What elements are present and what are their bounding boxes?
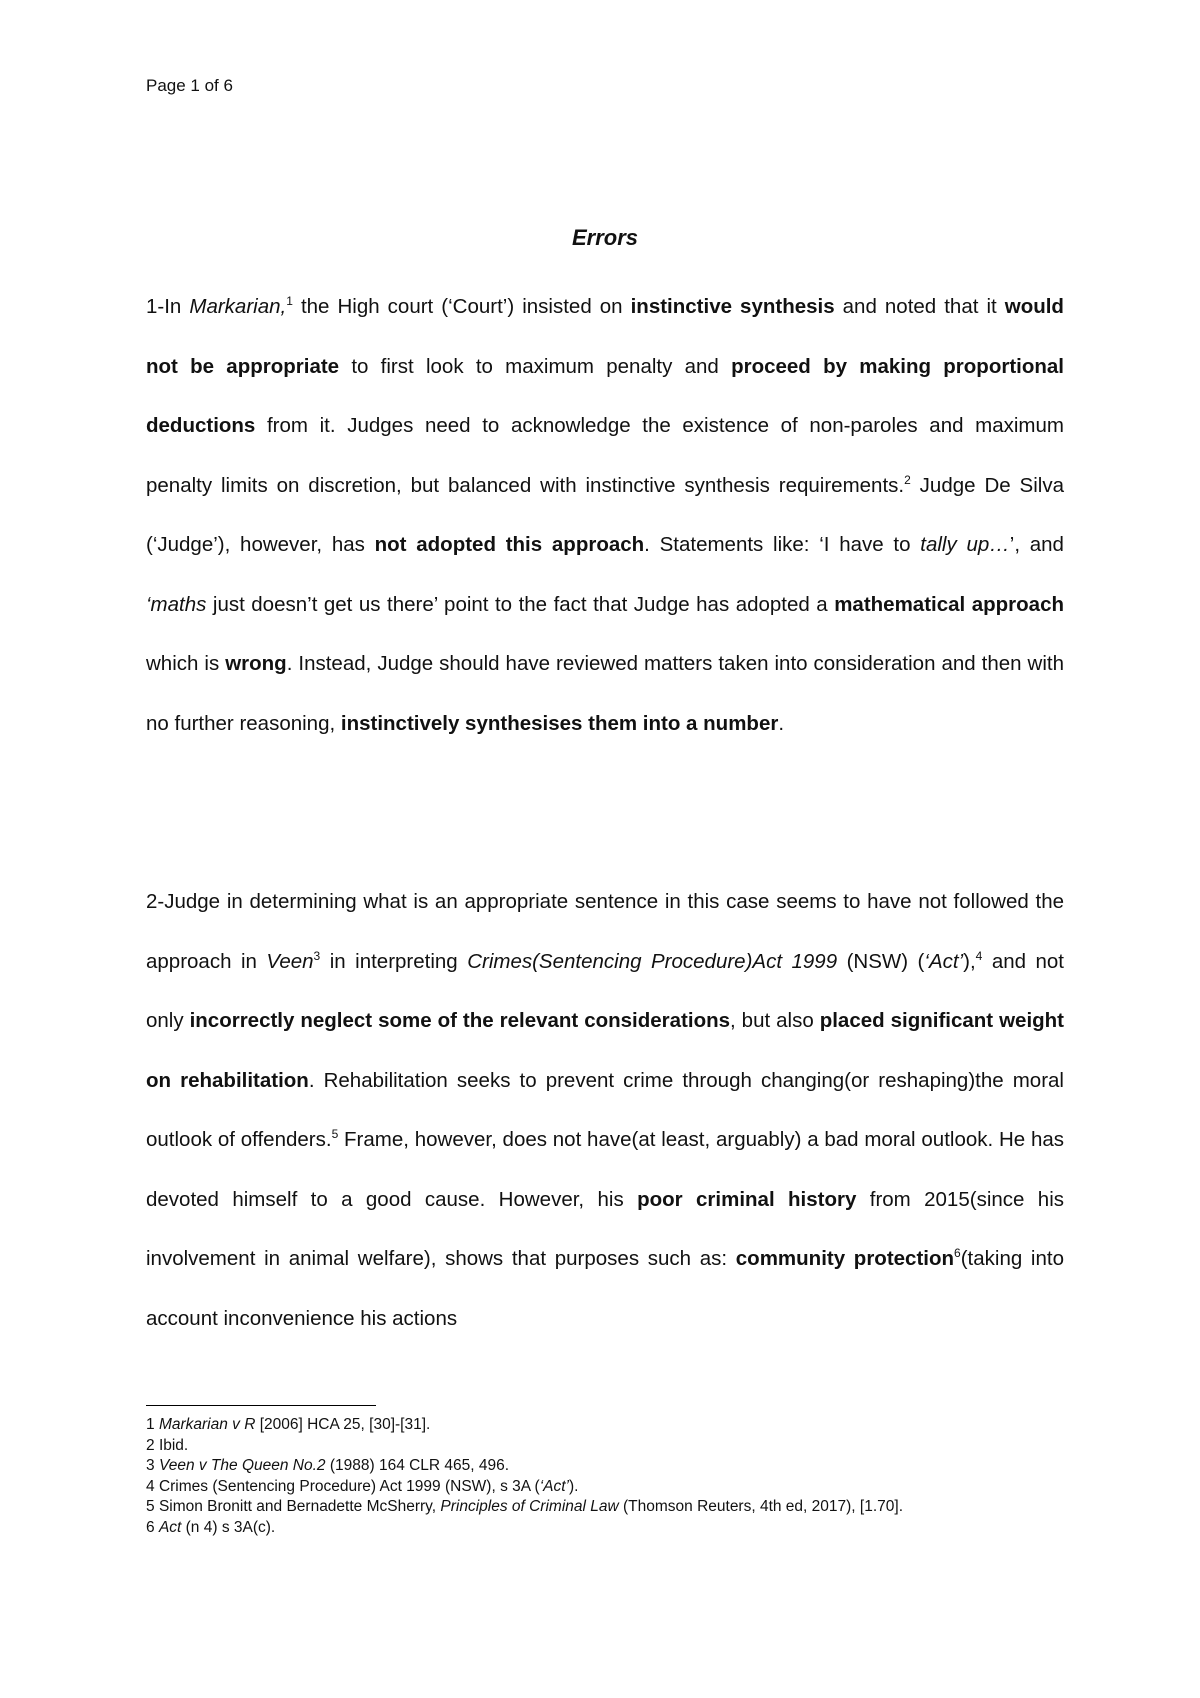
footnote-short-title: Act (158, 1518, 182, 1536)
footnote-number: 5 (146, 1498, 159, 1515)
act-name: Crimes(Sentencing Procedure)Act 1999 (467, 949, 838, 973)
footnote-1 (146, 1415, 1106, 1436)
footnote-book-title: Principles of Criminal Law (440, 1498, 619, 1515)
footnote-number: 4 (146, 1477, 159, 1495)
p1-emphasis: would not be appropriate (146, 295, 1064, 378)
p2-text: . Rehabilitation seeks to prevent crime through changing(or reshaping)the moral outlook of offenders. (146, 1068, 1064, 1151)
footnote-4 (146, 1477, 1106, 1498)
footnote-citation: [2006] HCA 25, [30]-[31]. (255, 1416, 431, 1433)
p1-emphasis: instinctive synthesis (630, 295, 835, 318)
footnotes (146, 1415, 1106, 1538)
p1-emphasis: proceed by making proportional deductions (146, 354, 1064, 437)
footnote-3 (146, 1456, 1106, 1477)
p1-text: just doesn’t get us there’ point to the fact that Judge has adopted a (206, 592, 835, 616)
footnote-short-title: ‘Act’ (539, 1477, 569, 1495)
p2-text: (NSW) ( (837, 949, 925, 973)
p1-text: . (778, 711, 785, 735)
case-name-markarian: Markarian, (189, 295, 287, 318)
p1-text: 1-In (146, 295, 190, 318)
case-name-veen: Veen (266, 949, 314, 973)
footnote-5 (146, 1497, 1106, 1518)
footnote-number: 3 (146, 1457, 159, 1474)
p2-text: ), (963, 949, 976, 973)
footnote-2 (146, 1436, 1106, 1457)
p2-text: , but also (730, 1009, 820, 1032)
paragraph-1 (146, 277, 1064, 753)
p2-text: Frame, however, does not have(at least, arguably) a bad moral outlook. He has devoted himself to a good cause. However, his (146, 1128, 1064, 1211)
p1-text: which is (146, 652, 226, 675)
p2-text: (taking into account inconvenience his actions (146, 1247, 1064, 1330)
p2-emphasis: placed significant weight on rehabilitation (146, 1009, 1065, 1092)
footnote-number: 6 (146, 1518, 159, 1536)
p1-emphasis: not adopted this approach (374, 533, 645, 556)
p2-text: and not only (146, 949, 1065, 1032)
footnote-number: 1 (146, 1416, 159, 1433)
p2-emphasis: community protection (735, 1247, 955, 1270)
footnote-citation: Ibid. (158, 1436, 189, 1454)
footnote-ref-4[interactable]: 4 (975, 948, 983, 963)
p1-text: . Instead, Judge should have reviewed matters taken into consideration and then with no further reasoning, (146, 652, 1064, 735)
p1-text: and noted that it (834, 295, 1005, 318)
footnote-6 (146, 1518, 1106, 1539)
footnote-ref-1[interactable]: 1 (286, 294, 293, 309)
footnote-case: Markarian v R (158, 1416, 256, 1433)
footnote-separator (146, 1405, 376, 1406)
footnote-ref-2[interactable]: 2 (904, 472, 911, 487)
p1-emphasis: instinctively synthesises them into a number (340, 711, 779, 735)
p1-text: Judge De Silva (‘Judge’), however, has (146, 473, 1064, 556)
p1-text: ’, and (1009, 533, 1064, 556)
p1-emphasis: wrong (225, 652, 287, 675)
footnote-citation: (1988) 164 CLR 465, 496. (325, 1457, 510, 1474)
p1-text: the High court (‘Court’) insisted on (292, 295, 631, 318)
p2-text: from 2015(since his involvement in animal welfare), shows that purposes such as: (146, 1187, 1065, 1270)
paragraph-2 (146, 872, 1064, 1348)
footnote-number: 2 (146, 1436, 159, 1454)
p2-text: in interpreting (320, 949, 468, 973)
page-number: Page 1 of 6 (146, 76, 233, 95)
p2-emphasis: incorrectly neglect some of the relevant considerations (189, 1009, 731, 1032)
footnote-ref-6[interactable]: 6 (954, 1246, 961, 1261)
p1-quote-italic: tally up… (920, 533, 1010, 556)
footnote-authors: Simon Bronitt and Bernadette McSherry, (158, 1498, 441, 1515)
p1-text: from it. Judges need to acknowledge the existence of non-paroles and maximum penalty limits on discretion, but balanced with instinctive synthesis requirements. (146, 414, 1064, 497)
footnote-citation: (Thomson Reuters, 4th ed, 2017), [1.70]. (618, 1498, 904, 1515)
act-short-name: ‘Act’ (924, 949, 964, 973)
footnote-citation: Crimes (Sentencing Procedure) Act 1999 (NSW), s 3A ( (158, 1477, 540, 1495)
p2-emphasis: poor criminal history (637, 1187, 857, 1211)
footnote-citation: (n 4) s 3A(c). (181, 1518, 276, 1536)
section-heading: Errors (571, 225, 639, 250)
p2-text: 2-Judge in determining what is an appropriate sentence in this case seems to have not followed the approach in (146, 890, 1064, 973)
p1-quote-italic: ‘maths (146, 592, 207, 616)
footnote-citation: ). (569, 1477, 579, 1495)
footnote-ref-3[interactable]: 3 (313, 948, 321, 963)
p1-text: . Statements like: ‘I have to (644, 533, 921, 556)
footnote-ref-5[interactable]: 5 (331, 1127, 339, 1142)
p1-emphasis: mathematical approach (834, 592, 1064, 616)
footnote-case: Veen v The Queen No.2 (158, 1457, 326, 1474)
p1-text: to first look to maximum penalty and (339, 354, 732, 378)
